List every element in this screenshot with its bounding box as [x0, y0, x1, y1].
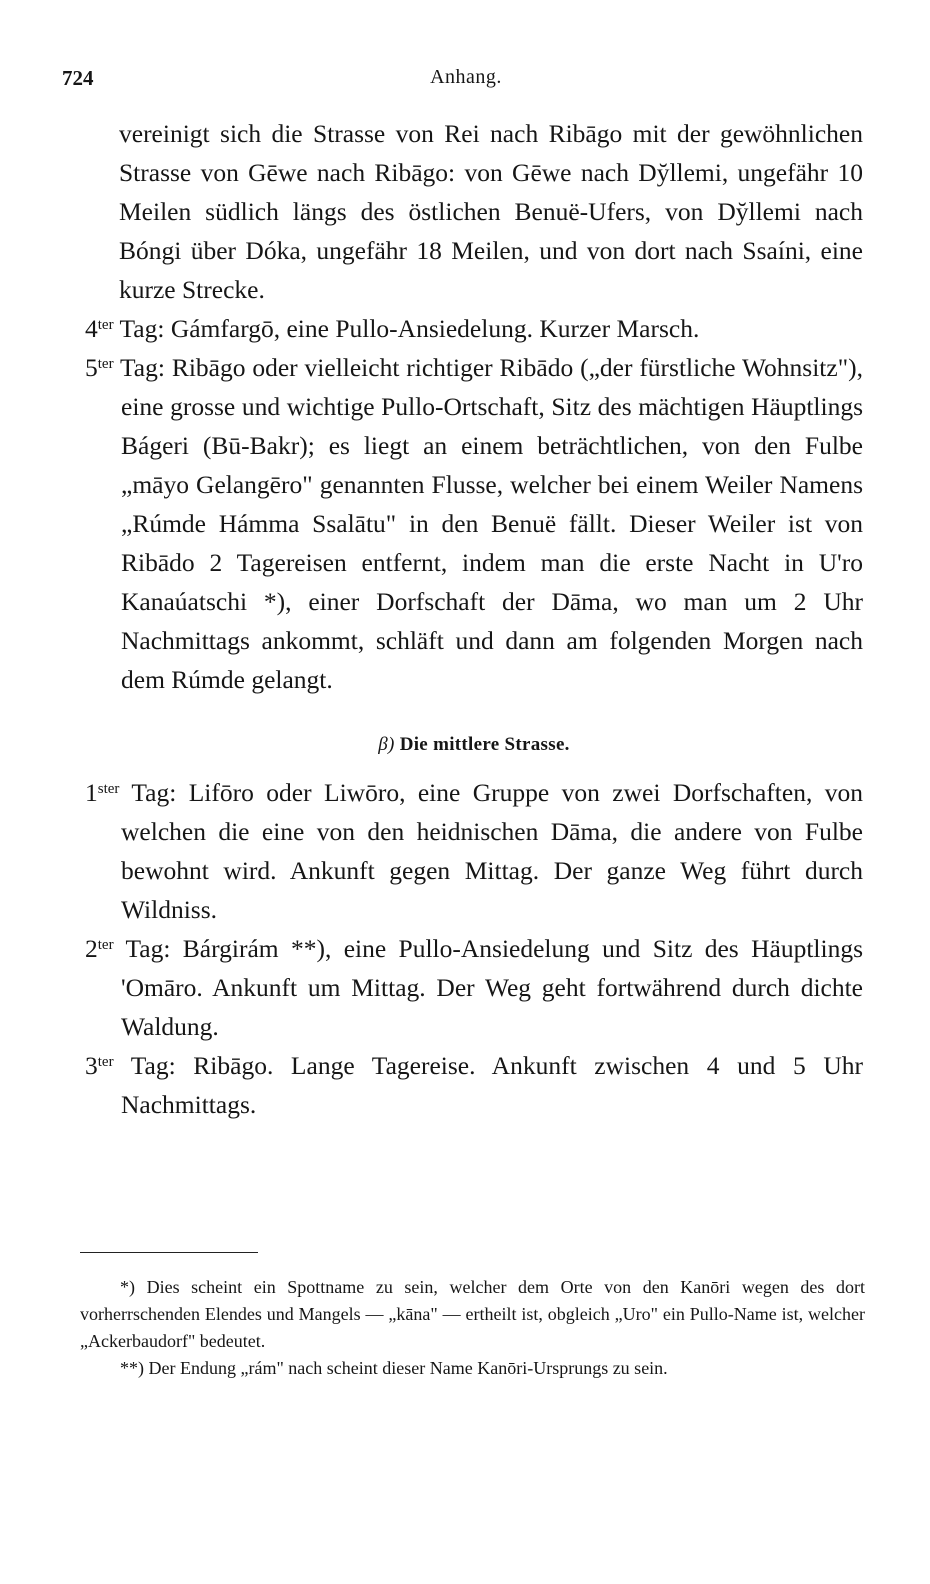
- route-entry-day-1: [85, 773, 863, 929]
- day-number: 3: [85, 1051, 98, 1080]
- running-head: Anhang.: [430, 66, 502, 88]
- entry-text: Tag: Lifōro oder Liwōro, eine Gruppe von zwei Dorfschaften, von welchen die eine von den heidnischen Dāma, die andere von Fulbe bewohnt wird. Ankunft gegen Mittag. Der ganze Weg führt durch Wildniss.: [121, 778, 863, 924]
- footnote-text: Der Endung „rám" nach scheint dieser Name Kanōri-Ursprungs zu sein.: [148, 1358, 668, 1378]
- footnote-mark: *): [120, 1277, 135, 1297]
- entry-text: Tag: Ribāgo. Lange Tagereise. Ankunft zwischen 4 und 5 Uhr Nachmittags.: [121, 1051, 863, 1119]
- entry-text: Tag: Ribāgo oder vielleicht richtiger Ribādo („der fürstliche Wohnsitz"), eine grosse und wichtige Pullo-Ortschaft, Sitz des mächtigen Häuptlings Bágeri (Bū-Bakr); es liegt an einem beträchtlichen, von den Fulbe „māyo Gelangēro" genannten Flusse, welcher bei einem Weiler Namens „Rúmde Hámma Ssalātu" in den Benuë fällt. Dieser Weiler ist von Ribādo 2 Tagereisen entfernt, indem man die erste Nacht in U'ro Kanaúatschi *), einer Dorfschaft der Dāma, wo man um 2 Uhr Nachmittags ankommt, schläft und dann am folgenden Morgen nach dem Rúmde gelangt.: [120, 353, 863, 694]
- footnote-mark: **): [120, 1358, 144, 1378]
- main-text: [85, 114, 863, 1124]
- subheading-greek: β): [378, 734, 395, 755]
- ordinal-suffix: ster: [97, 781, 120, 797]
- footnote-1: [80, 1274, 865, 1355]
- day-number: 2: [85, 934, 98, 963]
- entry-text: Tag: Bárgirám **), eine Pullo-Ansiedelung und Sitz des Häuptlings 'Omāro. Ankunft um Mittag. Der Weg geht fortwährend durch dichte Waldung.: [121, 934, 864, 1041]
- day-number: 1: [85, 778, 98, 807]
- day-number: 4: [85, 314, 98, 343]
- route-entry-day-4: [85, 309, 863, 348]
- route-entry-day-5: [85, 348, 863, 699]
- ordinal-suffix: ter: [97, 937, 114, 953]
- route-entry-day-3: [85, 1046, 863, 1124]
- footnote-text: Dies scheint ein Spottname zu sein, welcher dem Orte von den Kanōri wegen des dort vorherrschenden Elendes und Mangels — „kāna" — ertheilt ist, obgleich „Uro" ein Pullo-Name ist, welcher „Ackerbaudorf" bedeutet.: [80, 1277, 865, 1351]
- ordinal-suffix: ter: [97, 317, 114, 333]
- ordinal-suffix: ter: [97, 1054, 114, 1070]
- day-number: 5: [85, 353, 98, 382]
- page-number: 724: [62, 66, 94, 90]
- entry-text: Tag: Gámfargō, eine Pullo-Ansiedelung. Kurzer Marsch.: [119, 314, 700, 343]
- footnote-2: [80, 1355, 865, 1382]
- footnotes: [80, 1274, 865, 1382]
- ordinal-suffix: ter: [97, 356, 114, 372]
- route-entry-day-2: [85, 929, 863, 1046]
- footnote-divider: [80, 1252, 258, 1253]
- intro-paragraph: vereinigt sich die Strasse von Rei nach Ribāgo mit der gewöhnlichen Strasse von Gēwe nach Ribāgo: von Gēwe nach Dy̆llemi, ungefähr 10 Meilen südlich längs des östlichen Benuë-Ufers, von Dy̆llemi nach Bóngi über Dóka, ungefähr 18 Meilen, und von dort nach Ssaíni, eine kurze Strecke.: [119, 119, 863, 304]
- section-subheading: [85, 734, 863, 756]
- page-header: [62, 66, 870, 96]
- subheading-text: Die mittlere Strasse.: [399, 734, 570, 755]
